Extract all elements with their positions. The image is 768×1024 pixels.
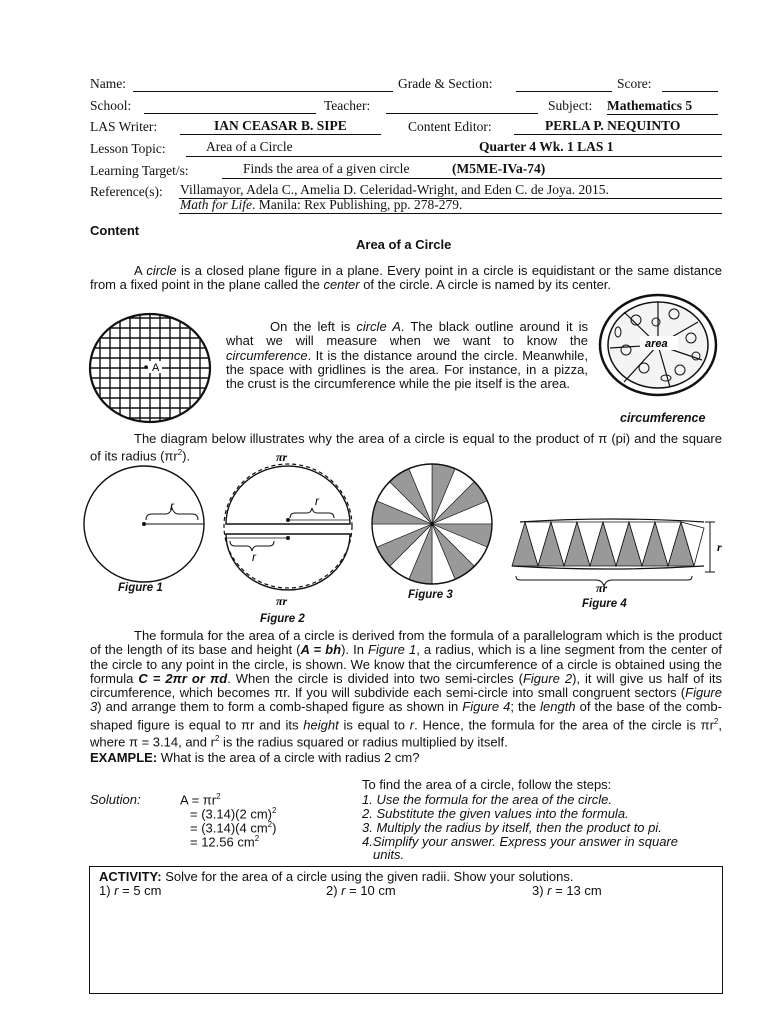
solution-label: Solution: [90,792,141,807]
formula-ref-figure-2: Figure 2 [522,670,573,686]
activity-item-2-value: = 10 cm [345,883,396,898]
circle-a-text-1: On the left is [270,319,357,334]
diagram-intro-sup: 2 [177,448,183,458]
formula-ref-figure-4: Figure 4 [462,699,511,715]
school-field[interactable] [144,98,316,114]
reference-text-2 [180,197,462,213]
figure-1 [84,466,204,582]
figure-3-label: Figure 3 [408,589,453,601]
figure-2 [224,450,352,608]
lesson-topic-label: Lesson Topic: [90,141,166,156]
step-2: 2. Substitute the given values into the formula. [362,806,629,821]
name-field[interactable] [133,76,393,92]
activity-item-1 [99,883,162,898]
pizza-area-label: area [645,338,668,350]
formula-text-11: , where π = 3.14, and r [90,717,722,750]
subject-value: Mathematics 5 [607,98,718,115]
formula-ref-figure-1: Figure 1 [368,642,417,658]
solution-line-4-sup: 2 [254,834,260,843]
activity-item-3 [532,883,602,898]
subject-label: Subject: [548,98,593,113]
formula-text-6: ) and arrange them to form a comb-shaped figure as shown in [97,699,463,715]
teacher-label: Teacher: [324,98,371,113]
solution-line-2-sup: 2 [272,806,277,815]
formula-sup-1: 2 [713,716,719,726]
reference-book: Math for Life [180,197,253,212]
activity-item-3-value: = 13 cm [551,883,602,898]
solution-line-2-text: = (3.14)(2 cm) [190,806,272,822]
grade-field[interactable] [516,76,612,92]
figure-4 [512,519,722,595]
pizza-circumference-label: circumference [620,411,706,425]
circumference-term: circumference [226,347,308,363]
example-label: EXAMPLE: [90,750,158,765]
score-field[interactable] [662,76,718,92]
r-term: r [409,717,415,733]
content-section-label: Content [90,223,140,238]
activity-item-1-var: r [114,883,119,898]
parallelogram-formula: A = bh [300,642,342,658]
activity-item-2-var: r [341,883,346,898]
solution-line-1-text: A = πr [180,792,217,808]
page-title: Area of a Circle [356,237,452,252]
content-editor-value: PERLA P. NEQUINTO [545,118,681,133]
figures-diagram [80,448,730,628]
circumference-formula: C = 2πr or πd [138,670,228,686]
step-4: 4.Simplify your answer. Express your answer in square [362,834,678,849]
content-editor-label: Content Editor: [408,119,492,134]
activity-item-2 [326,883,396,898]
activity-item-2-num: 2) [326,883,342,898]
learning-target-label: Learning Target/s: [90,163,189,178]
learning-target-code: (M5ME-IVa-74) [452,161,546,176]
las-writer-label: LAS Writer: [90,119,158,134]
figure-2-label: Figure 2 [260,613,305,625]
solution-line-4 [190,834,259,849]
formula-text-5: ), it will give us half of its circumference, which becomes πr. If you will subdivide each semi-circle into small congruent sectors ( [90,670,723,701]
figure-2-pi-r-top: πr [276,450,288,464]
figure-2-pi-r-bottom: πr [276,594,288,608]
steps-intro: To find the area of a circle, follow the steps: [362,777,612,792]
intro-paragraph [90,264,722,293]
solution-line-3-text: = (3.14)(4 cm [190,820,268,836]
activity-label: ACTIVITY: [99,869,162,884]
teacher-field[interactable] [386,98,538,114]
formula-text-1: The formula for the area of a circle is derived from the formula of a parallelogram which is the product of the length of its base and height ( [90,628,722,658]
activity-instruction-text: Solve for the area of a circle using the given radii. Show your solutions. [165,869,574,884]
reference-text-1: Villamayor, Adela C., Amelia D. Celeridad-Wright, and Eden C. de Joya. 2015. [180,182,609,197]
step-1: 1. Use the formula for the area of the circle. [362,792,613,807]
name-label: Name: [90,76,126,91]
formula-text-2: ). In [341,642,369,658]
activity-box[interactable] [89,866,723,994]
length-term: length [540,699,576,715]
score-label: Score: [617,76,652,91]
step-4-continued: units. [373,847,405,862]
las-writer-value: IAN CEASAR B. SIPE [214,118,347,133]
formula-text-7: ; the [510,699,541,715]
figure-4-r-label: r [717,540,722,554]
formula-text-8: of the base of the comb-shaped figure is equal to πr and its [90,699,722,733]
formula-text-4: . When the circle is divided into two semi-circles ( [227,670,523,686]
figure-1-r-label: r [170,499,174,513]
reference-rest: . Manila: Rex Publishing, pp. 278-279. [252,197,463,212]
figure-2-r-label-top: r [315,494,319,508]
formula-text-9: is equal to [338,717,410,733]
intro-text-2: is a closed plane figure in a plane. Every point in a circle is equidistant or the same distance from a fixed point in the plane called the [90,263,722,293]
intro-text-3: of the circle. A circle is named by its center. [359,277,612,293]
step-3: 3. Multiply the radius by itself, then the product to pi. [362,820,662,835]
solution-line-4-text: = 12.56 cm [190,834,255,850]
activity-item-1-value: = 5 cm [118,883,162,898]
circle-a-figure [86,310,216,430]
diagram-intro-text-2: ). [182,448,191,464]
school-label: School: [90,98,132,113]
circle-a-text-2: . The black outline around it is what we will measure when we want to know the [226,319,589,349]
figure-4-label: Figure 4 [582,598,627,610]
learning-target-value: Finds the area of a given circle [243,161,410,176]
solution-line-3-sup: 2 [267,820,273,829]
formula-text-10: . Hence, the formula for the area of the circle is πr [414,717,714,733]
circle-a-center-point [144,365,148,369]
diagram-intro-text-1: The diagram below illustrates why the area of a circle is equal to the product of π (pi) and the square of its radius (πr [90,431,722,464]
activity-item-3-num: 3) [532,883,548,898]
figure-1-label: Figure 1 [118,582,163,594]
height-term: height [303,717,339,733]
intro-text-1: A [134,263,147,278]
intro-center-term: center [323,277,360,293]
formula-text-3: , a radius, which is a line segment from the center of the circle to any point in the circle, is shown. We know that the circumference of a circle is obtained using the formula [90,642,723,686]
reference-label: Reference(s): [90,184,163,199]
grade-label: Grade & Section: [398,76,493,91]
solution-line-1-sup: 2 [216,792,221,801]
circle-a-term: circle A [356,319,401,334]
figure-2-r-label-bottom: r [252,550,256,564]
circle-a-text-3: . It is the distance around the circle. Meanwhile, the space with gridlines is the area. For instance, in a pizza, the crust is the circumference while the pie itself is the area. [226,347,588,392]
formula-text-12: is the radius squared or radius multiplied by itself. [219,734,508,750]
circle-a-point-label: A [152,362,160,374]
intro-circle-term: circle [146,263,177,278]
quarter-value: Quarter 4 Wk. 1 LAS 1 [479,139,614,154]
pizza-figure [596,290,720,400]
activity-item-3-var: r [547,883,552,898]
example-question [90,750,419,765]
formula-paragraph [90,629,722,750]
solution-line-3-close: ) [272,820,277,836]
activity-item-1-num: 1) [99,883,115,898]
formula-sup-2: 2 [214,734,220,744]
formula-ref-figure-3: Figure 3 [90,685,722,715]
activity-instruction [99,869,574,884]
lesson-topic-value: Area of a Circle [206,139,293,154]
figure-4-pi-r-label: πr [596,581,608,595]
circle-a-paragraph [226,320,588,391]
figure-3 [372,464,492,584]
example-question-text: What is the area of a circle with radius 2 cm? [160,750,420,765]
